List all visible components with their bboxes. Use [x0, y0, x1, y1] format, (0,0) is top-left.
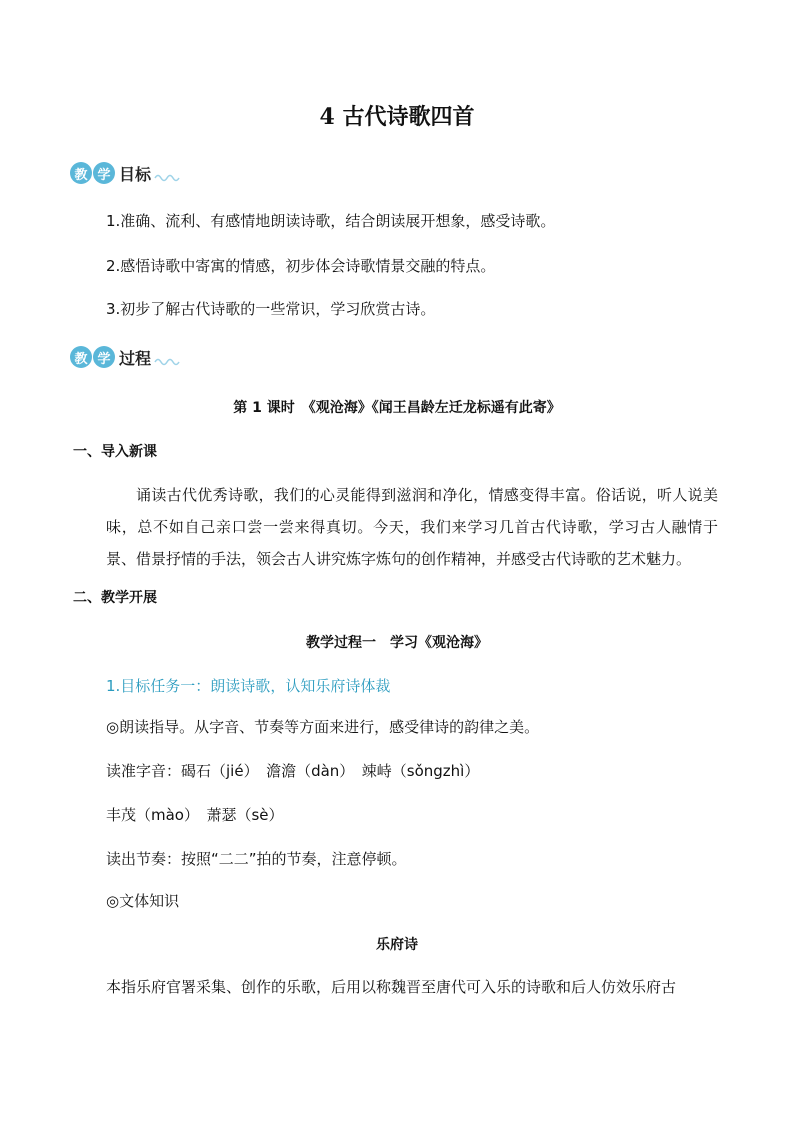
wave-decoration-icon — [154, 356, 180, 366]
badge-circle: 教 — [70, 346, 92, 368]
process-header-label: 过程 — [119, 348, 152, 368]
section-heading: 一、导入新课 — [73, 444, 157, 460]
badge-circle: 学 — [93, 346, 115, 368]
objective-item: 1.准确、流利、有感情地朗读诗歌，结合朗读展开想象，感受诗歌。 — [106, 212, 556, 230]
objectives-header — [70, 158, 180, 188]
page-title: 4 古代诗歌四首 — [319, 104, 475, 130]
badge-circle: 教 — [70, 162, 92, 184]
objective-item: 3.初步了解古代诗歌的一些常识，学习欣赏古诗。 — [106, 300, 436, 318]
wave-decoration-icon — [154, 172, 180, 182]
rhythm-line: 读出节奏：按照“二二”拍的节奏，注意停顿。 — [106, 850, 407, 868]
task-heading: 1.目标任务一：朗读诗歌，认知乐府诗体裁 — [106, 677, 391, 695]
genre-knowledge: ◎文体知识 — [106, 892, 180, 910]
objective-item: 2.感悟诗歌中寄寓的情感，初步体会诗歌情景交融的特点。 — [106, 257, 496, 275]
pronunciation-line: 丰茂（mào） 萧瑟（sè） — [106, 806, 284, 824]
process-title: 教学过程一 学习《观沧海》 — [306, 635, 488, 651]
lesson-title: 第 1 课时 《观沧海》《闻王昌龄左迁龙标遥有此寄》 — [233, 400, 561, 416]
badge-circle: 学 — [93, 162, 115, 184]
objectives-header-label: 目标 — [119, 164, 152, 184]
section-heading: 二、教学开展 — [73, 590, 157, 606]
pronunciation-line: 读准字音：碣石（jié） 澹澹（dàn） 竦峙（sǒngzhì） — [106, 762, 480, 780]
yuefu-title: 乐府诗 — [376, 937, 418, 953]
yuefu-paragraph: 本指乐府官署采集、创作的乐歌，后用以称魏晋至唐代可入乐的诗歌和后人仿效乐府古 — [106, 978, 677, 996]
intro-paragraph: 诵读古代优秀诗歌，我们的心灵能得到滋润和净化，情感变得丰富。俗话说，听人说美味，总不如自己亲口尝一尝来得真切。今天，我们来学习几首古代诗歌，学习古人融情于景、借景抒情的手法，领会古人讲究炼字炼句的创作精神，并感受古代诗歌的艺术魅力。 — [106, 486, 718, 568]
reading-guide: ◎朗读指导。从字音、节奏等方面来进行，感受律诗的韵律之美。 — [106, 718, 540, 736]
process-header — [70, 342, 180, 372]
